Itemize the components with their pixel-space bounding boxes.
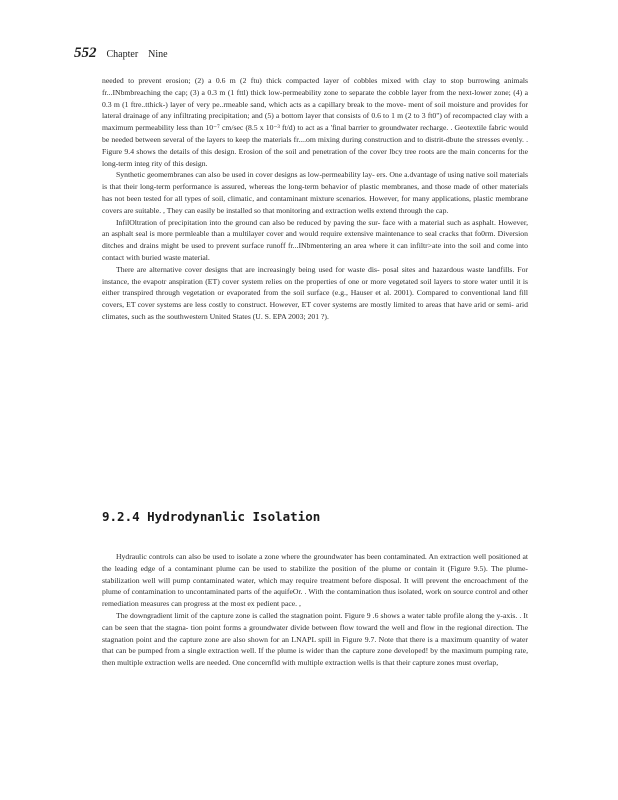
- page-number: 552: [74, 45, 97, 61]
- section-heading: 9.2.4 Hydrodynanlic Isolation: [102, 509, 321, 524]
- running-header: [74, 44, 168, 62]
- section-hydrodynamic-isolation: [102, 551, 528, 669]
- chapter-number: Nine: [148, 49, 168, 60]
- chapter-label: Chapter: [106, 49, 139, 60]
- paragraph: InfilOltration of precipitation into the ground can also be reduced by paving the sur- face with a material such as asphalt. However, an asphalt seal is more permleable than a multilayer cover and would require extensive maintenance to seal cracks that fo0rm. Diversion ditches and drains might be used to prevent surface runoff fr...INbmentering an area where it can infiltr>ate into the soil and come into contact with buried waste material.: [102, 217, 528, 262]
- paragraph: Synthetic geomembranes can also be used in cover designs as low-permeability lay- ers. One a.dvantage of using native soil materials is that their long-term performance is assured, whereas the long-term behavior of plastic membranes, and those made of other materials has not been tested for all types of soil, climatic, and contaminant mixture scenarios. However, for many applications, plastic membrane covers are suitable. , They can easily be installed so that monitoring and extraction wells extend through the cap.: [102, 170, 528, 215]
- paragraph: There are alternative cover designs that are increasingly being used for waste dis- posal sites and hazardous waste landfills. For instance, the evapotr anspiration (ET) cover system relies on the properties of one or more vegetated soil layers to store water until it is either transpired through vegetation or evaporated from the soil surface (e.g., Hauser et al. 2001). Compared to conventional land fill covers, ET cover systems are less costly to construct. However, ET cover systems are mostly limited to areas that have arid or semi- arid climates, such as the southwestern United States (U. S. EPA 2003; 201 ?).: [102, 264, 528, 321]
- paragraph: The downgradient limit of the capture zone is called the stagnation point. Figure 9 .6 shows a water table profile along the y-axis. . It can be seen that the stagna- tion point forms a groundwater divide between flow toward the well and flow in the regional direction. The stagnation point and the capture zone are also shown for an LNAPL spill in Figure 9.7. Note that there is a maximum quantity of water that can be pumped from a single extraction well. If the plume is wider than the capture zone developed! by the maximum pumping rate, then multiple extraction wells are needed. One concernfld with multiple extraction wells is that their capture zones must overlap,: [102, 610, 528, 668]
- paragraph: needed to prevent erosion; (2) a 0.6 m (2 ftu) thick compacted layer of cobbles mixed with clay to stop burrowing animals fr...INbmbreaching the cap; (3) a 0.3 m (1 fttl) thick low-permeability zone to separate the cobble layer from the next-lower zone; (4) a 0.3 m (1 ftre..tthick-) layer of very pe..rmeable sand, which acts as a capillary break to the move- ment of soil moisture and provides for lateral drainage of any infiltrating precipitation; and (5) a bottom layer that consists of 0.6 to 1 m (2 to 3 ft0") of recompacted clay with a maximum permeability less than 10⁻⁷ cm/sec (8.5 x 10⁻³ ft/d) to act as a 'final barrier to groundwater recharge. . Geotextile fabric would be needed between several of the layers to keep the materials fr....om mixing during construction and to distrit-dbute the stresses evenly. . Figure 9.4 shows the details of this design. Erosion of the soil and penetration of the cover lbcy tree roots are the main concerns for the long-term integ rity of this design.: [102, 76, 528, 168]
- section-cover-designs: [102, 75, 528, 323]
- paragraph: Hydraulic controls can also be used to isolate a zone where the groundwater has been contaminated. An extraction well positioned at the leading edge of a contaminant plume can be used to stabilize the position of the plume or contain it (Figure 9.5). The plume-stabilization well will pump contaminated water, which may require treatment before disposal. It will prevent the encroachment of the plume of contamination to uncontaminated parts of the aquifeOr. . With the contamination thus isolated, work on source control and other remediation measures can progress at the most ex pedient pace. ,: [102, 552, 528, 609]
